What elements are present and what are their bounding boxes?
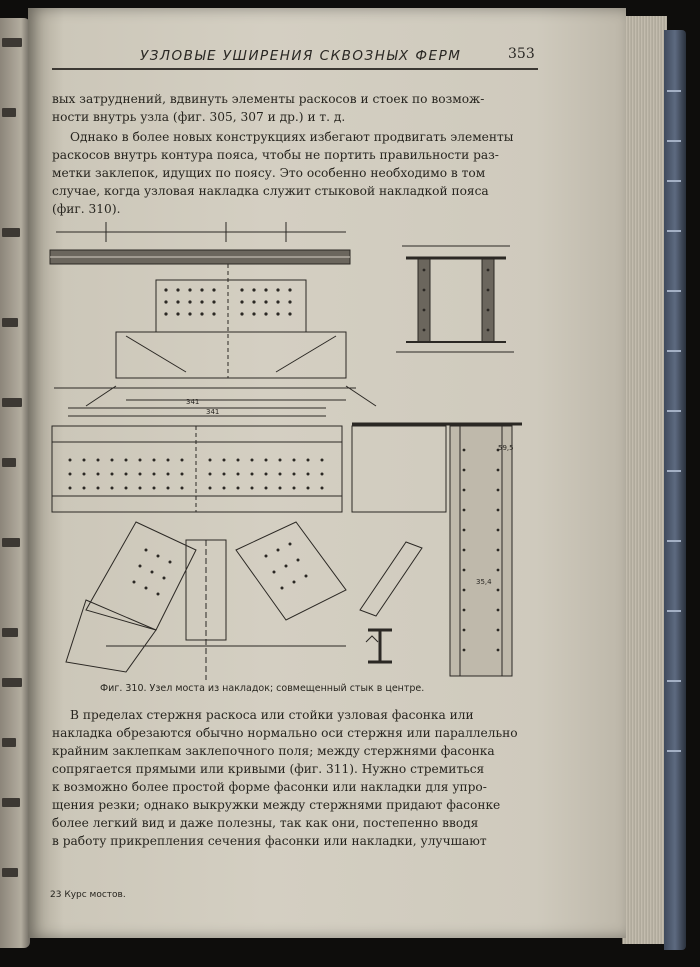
intro-paragraph xyxy=(52,90,538,126)
paragraph-2 xyxy=(52,706,538,850)
dimension-label: 341 xyxy=(206,408,220,416)
text-line: случае, когда узловая накладка служит стыковой накладкой пояса xyxy=(52,184,489,198)
left-page-edge xyxy=(0,18,30,948)
text-line: Однако в более новых конструкциях избегают продвигать элементы xyxy=(70,130,514,144)
dimension-label: 59,5 xyxy=(498,444,514,452)
text-line: накладка обрезаются обычно нормально оси стержня или параллельно xyxy=(52,726,518,740)
book-cover-edge xyxy=(664,30,686,950)
figure-caption: Фиг. 310. Узел моста из накладок; совмещенный стык в центре. xyxy=(100,683,425,694)
paragraph-1 xyxy=(52,128,538,218)
text-line: (фиг. 310). xyxy=(52,202,121,216)
text-line: крайним заклепкам заклепочного поля; между стержнями фасонка xyxy=(52,744,495,758)
header-rule xyxy=(52,68,538,70)
figure-310-drawing xyxy=(46,210,542,682)
dimension-label: 35,4 xyxy=(476,578,492,586)
signature-mark: 23 Курс мостов. xyxy=(50,890,126,900)
text-line: щения резки; однако выкружки между стержнями придают фасонке xyxy=(52,798,501,812)
text-line: вых затруднений, вдвинуть элементы раскосов и стоек по возмож- xyxy=(52,92,485,106)
text-line: к возможно более простой форме фасонки или накладки для упро- xyxy=(52,780,487,794)
running-title: УЗЛОВЫЕ УШИРЕНИЯ СКВОЗНЫХ ФЕРМ xyxy=(140,48,462,64)
dimension-label: 341 xyxy=(186,398,200,406)
text-line: ности внутрь узла (фиг. 305, 307 и др.) и т. д. xyxy=(52,110,346,124)
text-line: В пределах стержня раскоса или стойки узловая фасонка или xyxy=(70,708,474,722)
text-line: в работу прикрепления сечения фасонки или накладки, улучшают xyxy=(52,834,487,848)
text-line: метки заклепок, идущих по поясу. Это особенно необходимо в том xyxy=(52,166,486,180)
page-number: 353 xyxy=(508,46,535,62)
text-line: раскосов внутрь контура пояса, чтобы не портить правильности раз- xyxy=(52,148,499,162)
text-line: сопрягается прямыми или кривыми (фиг. 311). Нужно стремиться xyxy=(52,762,485,776)
text-line: более легкий вид и даже полезны, так как они, постепенно вводя xyxy=(52,816,479,830)
page-edges xyxy=(622,16,667,944)
